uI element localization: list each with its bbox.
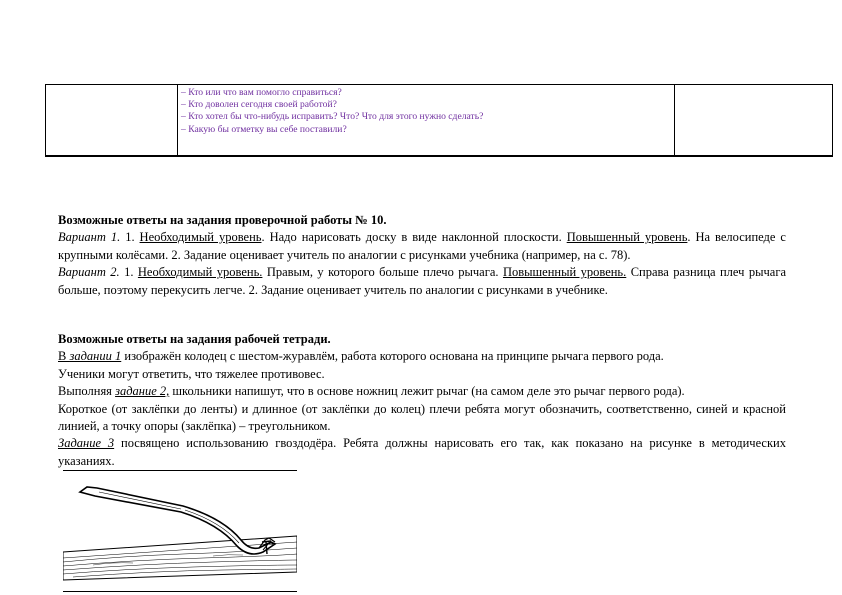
variant2-text: Справа разница плеч рычага больше, поэтому перекусить легче. 2. Задание оценивает учитель по аналогии с рисунками в учебнике. (58, 265, 787, 297)
task1-reference: задании 1 (69, 349, 122, 364)
reflection-question: – Какую бы отметку вы себе поставили? (181, 123, 347, 135)
variant1-basic-level: Необходимый уровень (139, 230, 262, 245)
task2-text: школьники напишут, что в основе ножниц лежит рычаг (на самом деле это рычаг первого рода). (169, 384, 685, 399)
test-answers-section (58, 212, 786, 299)
variant1-text: . На велосипеде с крупными колёсами. 2. Задание оценивает учитель по аналогии с рисунками учебника (например, на с. 78). (58, 230, 786, 262)
variant1-advanced-level: Повышенный уровень (566, 230, 688, 245)
test-answers-heading: Возможные ответы на задания проверочной работы № 10. (58, 213, 387, 227)
reflection-question: – Кто или что вам помогло справиться? (181, 87, 342, 98)
variant1-paragraph (58, 229, 786, 264)
table-cell-empty-right (675, 85, 833, 157)
workbook-paragraph-1 (58, 348, 786, 365)
workbook-paragraph-2: Ученики могут ответить, что тяжелее противовес. (58, 366, 325, 381)
workbook-paragraph-5 (58, 435, 786, 470)
reflection-questions-list (181, 87, 671, 136)
reflection-question: – Кто доволен сегодня своей работой? (181, 99, 337, 111)
task1-text: изображён колодец с шестом-журавлём, работа которого основана на принципе рычага первого рода. (121, 349, 664, 364)
variant2-text: 1. (119, 265, 138, 280)
wood-board-icon (63, 536, 297, 580)
variant2-paragraph (58, 264, 786, 299)
figure-bottom-rule (63, 591, 297, 592)
table-cell-empty-left (46, 85, 178, 157)
variant1-label: Вариант 1. (58, 230, 121, 245)
variant1-text: 1. (120, 230, 140, 245)
workbook-paragraph-3 (58, 383, 786, 400)
variant2-advanced-level: Повышенный уровень. (502, 265, 627, 280)
nail-puller-figure (63, 470, 297, 592)
reflection-question: – Кто хотел бы что-нибудь исправить? Что? Что для этого нужно сделать? (181, 111, 484, 123)
task2-prefix: Выполняя (58, 384, 116, 399)
task3-reference: Задание 3 (58, 436, 115, 451)
reflection-table (45, 84, 833, 157)
variant2-text: Правым, у которого больше плечо рычага. (262, 265, 503, 280)
task1-prefix: В (58, 349, 70, 364)
task2-reference: задание 2, (115, 384, 170, 399)
variant1-text: . Надо нарисовать доску в виде наклонной плоскости. (261, 230, 567, 245)
task3-text: посвящено использованию гвоздодёра. Ребята должны нарисовать его так, как показано на рисунке в методических указаниях. (58, 436, 786, 468)
workbook-paragraph-4: Короткое (от заклёпки до ленты) и длинное (от заклёпки до колец) плечи ребята могут обозначить, соответственно, синей и красной линией, а точку опоры (заклёпка) – треугольником. (58, 401, 786, 434)
table-cell-questions (178, 85, 675, 157)
workbook-answers-heading: Возможные ответы на задания рабочей тетради. (58, 332, 331, 346)
variant2-basic-level: Необходимый уровень. (137, 265, 263, 280)
variant2-label: Вариант 2. (58, 265, 120, 280)
workbook-answers-section (58, 331, 786, 470)
nail-puller-illustration (63, 470, 297, 592)
